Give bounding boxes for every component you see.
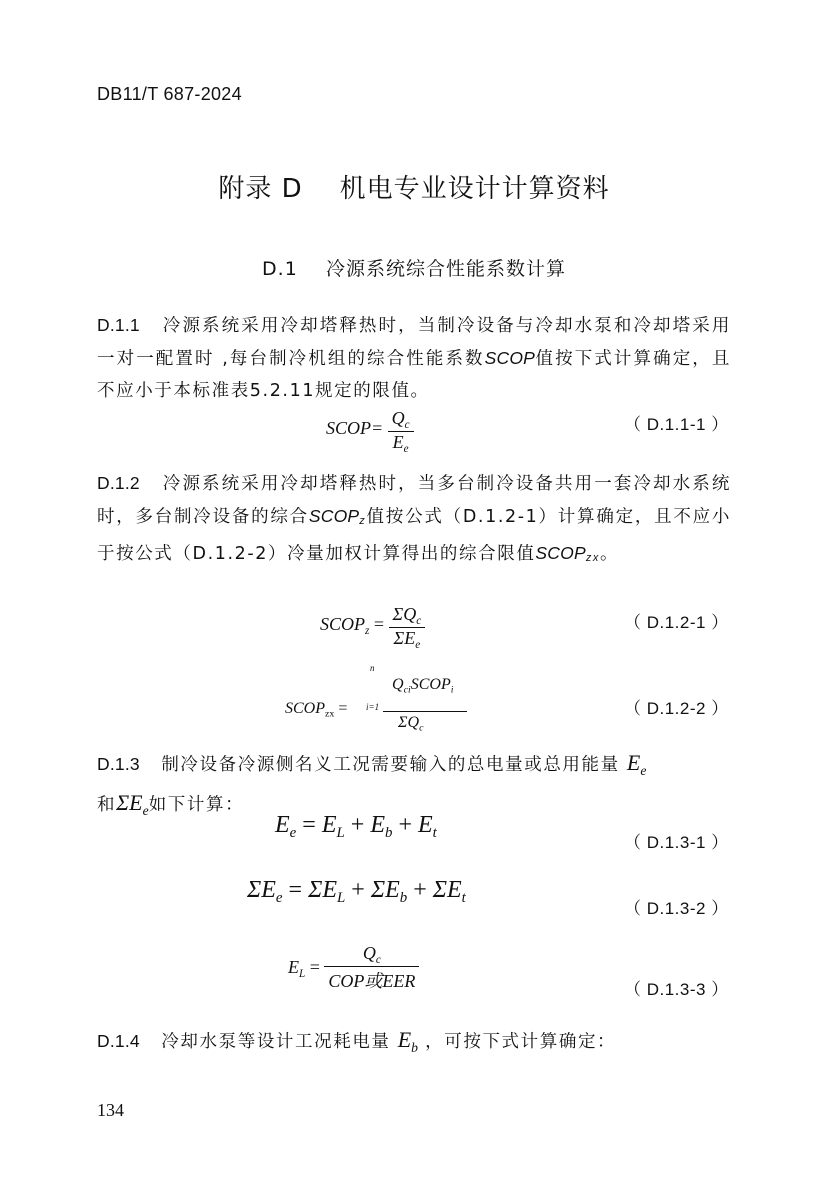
equals: = — [373, 613, 384, 634]
section-title: D.1 冷源系统综合性能系数计算 — [262, 258, 566, 280]
fraction — [388, 408, 414, 455]
equation-label: （ D.1.2-1 ） — [624, 613, 729, 632]
numerator-term: SCOP — [410, 676, 451, 693]
equation-d113-3 — [288, 943, 419, 993]
denominator: ΣE — [393, 627, 416, 648]
clause-text: ，可按下式计算确定： — [425, 1032, 617, 1052]
clause-text: 值按公式（D.1.2-1）计算确定，且不应小于按公式（D.1.2-2）冷量加权计算得出的综合限值 — [97, 507, 731, 564]
eq-lhs-sub: zx — [325, 708, 335, 720]
fraction — [389, 604, 426, 651]
numerator-sub: c — [404, 418, 410, 431]
page-number: 134 — [97, 1100, 124, 1120]
equation-label: （ D.1.3-2 ） — [624, 899, 729, 918]
denominator: E — [392, 431, 404, 452]
equation-d112-2-numerator — [392, 676, 453, 695]
denominator-sub: e — [415, 638, 421, 651]
equation-label: （ D.1.1-1 ） — [624, 415, 729, 434]
clause-text: 。 — [600, 544, 620, 564]
sum-lower-limit: i=1 — [366, 702, 380, 712]
var-sum-ee: $\Sigma E_e$ — [116, 789, 149, 818]
clause-d114 — [97, 1024, 731, 1064]
equation-label: （ D.1.2-2 ） — [624, 699, 729, 718]
denominator: COP或EER — [324, 966, 419, 993]
equals: = — [309, 956, 320, 977]
numerator: Q — [391, 408, 405, 428]
scop-sub: zx — [585, 552, 601, 564]
clause-text: 如下计算： — [148, 794, 245, 815]
eq-lhs-sub: z — [365, 624, 370, 637]
scop-term: SCOP — [308, 506, 360, 526]
numerator-sub: c — [375, 953, 381, 966]
scop-term: SCOP — [484, 348, 536, 368]
fraction-bar — [383, 711, 467, 712]
denominator-sub: e — [403, 442, 409, 455]
eq-lhs-sub: L — [299, 967, 306, 980]
clause-text: 冷源系统采用冷却塔释热时，当制冷设备与冷却水泵和冷却塔采用一对一配置时 ,每台制冷机组的综合性能系数 — [97, 316, 731, 369]
eq-lhs: SCOP= — [326, 417, 384, 438]
clause-number: D.1.3 — [97, 754, 140, 774]
clause-text: 和 — [97, 794, 117, 815]
var-ee: $E_e$ — [626, 750, 647, 778]
clause-d112 — [97, 467, 731, 574]
clause-number: D.1.1 — [97, 315, 140, 335]
clause-text: 制冷设备冷源侧名义工况需要输入的总电量或总用能量 — [161, 755, 620, 775]
numerator: Q — [362, 943, 376, 963]
document-code: DB11/T 687-2024 — [97, 84, 242, 104]
equation-d113-2: $\Sigma E_e = \Sigma E_L + \Sigma E_b + \Sigma E_t$ — [247, 877, 466, 907]
numerator-sub: ci — [403, 684, 411, 696]
scop-sub: z — [359, 515, 367, 527]
equation-d112-2-lhs — [285, 700, 347, 719]
clause-text: 冷源系统采用冷却塔释热时，当多台制冷设备共用一套冷却水系统时，多台制冷设备的综合 — [97, 474, 731, 527]
equals: = — [338, 700, 348, 717]
clause-text: 冷却水泵等设计工况耗电量 — [161, 1032, 391, 1052]
fraction — [324, 943, 419, 993]
eq-lhs: SCOP — [320, 613, 365, 634]
appendix-title: 附录 D 机电专业设计计算资料 — [218, 174, 610, 204]
clause-text: 值按下式计算确定，且不应小于本标准表5.2.11规定的限值。 — [97, 349, 732, 401]
denominator-sub: c — [419, 722, 424, 734]
scop-term: SCOP — [535, 543, 586, 563]
numerator-sub: i — [450, 684, 454, 696]
var-eb: $E_b$ — [397, 1027, 418, 1055]
clause-number: D.1.2 — [97, 473, 140, 493]
equation-d112-1 — [320, 604, 425, 651]
denominator: ΣQ — [398, 714, 420, 731]
equation-label: （ D.1.3-1 ） — [624, 833, 729, 852]
eq-lhs: SCOP — [285, 700, 325, 717]
clause-number: D.1.4 — [97, 1031, 140, 1051]
equation-d112-2-denominator — [398, 714, 423, 733]
equation-label: （ D.1.3-3 ） — [624, 980, 729, 999]
clause-d111 — [97, 309, 731, 407]
numerator: ΣQ — [392, 604, 417, 624]
eq-lhs: E — [288, 956, 299, 977]
equation-d111-1 — [326, 408, 414, 455]
numerator-term: Q — [392, 676, 404, 693]
numerator-sub: c — [416, 614, 422, 627]
equation-d113-1: $E_e = E_L + E_b + E_t$ — [275, 812, 437, 842]
sum-upper-limit: n — [370, 663, 375, 673]
